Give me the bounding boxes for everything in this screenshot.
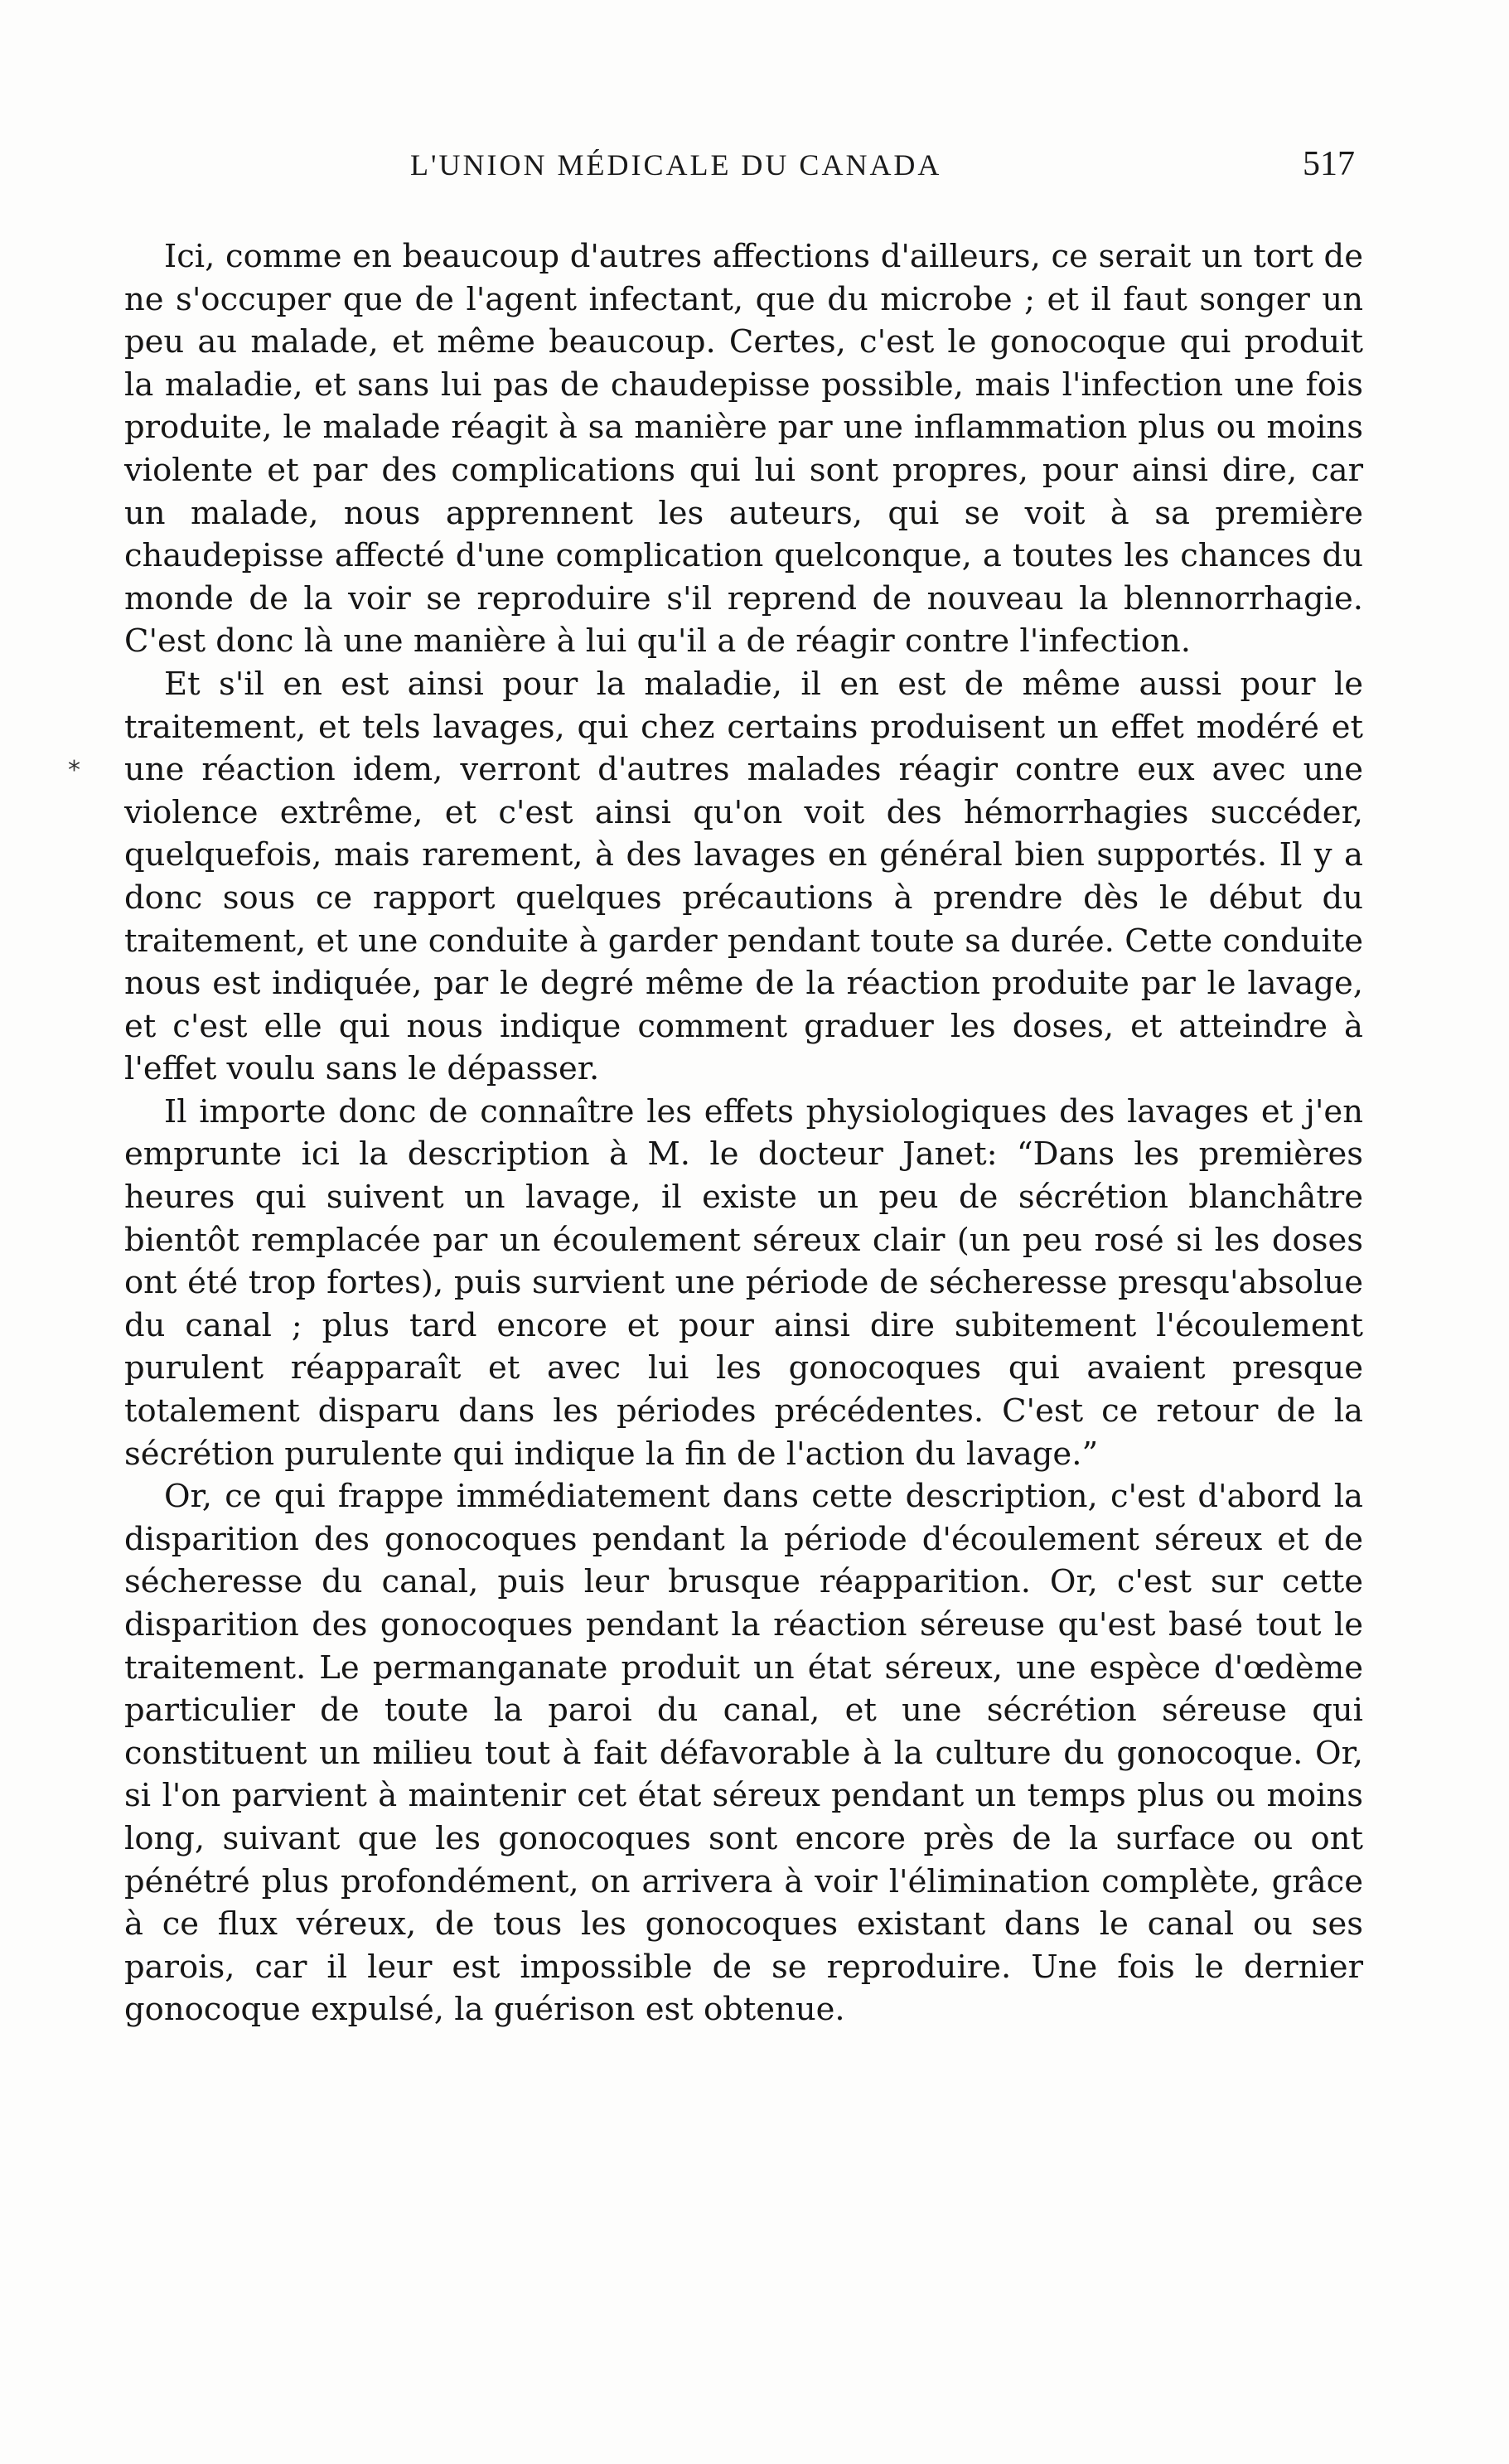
paragraph-3: Il importe donc de connaître les effets physiologiques des lavages et j'en emprunte ici la description à M. le docteur Janet: “Dans les premières heures qui suivent un lavage, il existe un peu de sécrétion blanchâtre bientôt remplacée par un écoulement séreux clair (un peu rosé si les doses ont été trop fortes), puis survient une période de sécheresse presqu'absolue du canal ; plus tard encore et pour ainsi dire subitement l'écoulement purulent réapparaît et avec lui les gonocoques qui avaient presque totalement disparu dans les périodes précédentes. C'est ce retour de la sécrétion purulente qui indique la fin de l'action du lavage.” (124, 1092, 1363, 1473)
page-number: 517 (1303, 145, 1355, 183)
paragraph-4: Or, ce qui frappe immédiatement dans cette description, c'est d'abord la disparition des gonocoques pendant la période d'écoulement séreux et de sécheresse du canal, puis leur brusque réapparition. Or, c'est sur cette disparition des gonocoques pendant la réaction séreuse qu'est basé tout le traitement. Le permanganate produit un état séreux, une espèce d'œdème particulier de toute la paroi du canal, et une sécrétion séreuse qui constituent un milieu tout à fait défavorable à la culture du gonocoque. Or, si l'on parvient à maintenir cet état séreux pendant un temps plus ou moins long, suivant que les gonocoques sont encore près de la surface ou ont pénétré plus profondément, on arrivera à voir l'élimination complète, grâce à ce flux véreux, de tous les gonocoques existant dans le canal ou ses parois, car il leur est impossible de se reproduire. Une fois le dernier gonocoque expulsé, la guérison est obtenue. (124, 1478, 1363, 2029)
paragraph-1: Ici, comme en beaucoup d'autres affections d'ailleurs, ce serait un tort de ne s'occuper que de l'agent infectant, que du microbe ; et il faut songer un peu au malade, et même beaucoup. Certes, c'est le gonocoque qui produit la maladie, et sans lui pas de chaudepisse possible, mais l'infection une fois produite, le malade réagit à sa manière par une inflammation plus ou moins violente et par des complications qui lui sont propres, pour ainsi dire, car un malade, nous apprennent les auteurs, qui se voit à sa première chaudepisse affecté d'une complication quelconque, a toutes les chances du monde de la voir se reproduire s'il reprend de nouveau la blennorrhagie. C'est donc là une manière à lui qu'il a de réagir contre l'infection. (124, 238, 1363, 661)
running-title: L'UNION MÉDICALE DU CANADA (410, 148, 942, 182)
margin-mark: * (68, 756, 80, 785)
body-text (124, 235, 1363, 2031)
paragraph-2: Et s'il en est ainsi pour la maladie, il en est de même aussi pour le traitement, et tels lavages, qui chez certains produisent un effet modéré et une réaction idem, verront d'autres malades réagir contre eux avec une violence extrême, et c'est ainsi qu'on voit des hémorrhagies succéder, quelquefois, mais rarement, à des lavages en général bien supportés. Il y a donc sous ce rapport quelques précautions à prendre dès le début du traitement, et une conduite à garder pendant toute sa durée. Cette conduite nous est indiquée, par le degré même de la réaction produite par le lavage, et c'est elle qui nous indique comment graduer les doses, et atteindre à l'effet voulu sans le dépasser. (124, 665, 1363, 1088)
page-header (124, 145, 1363, 197)
